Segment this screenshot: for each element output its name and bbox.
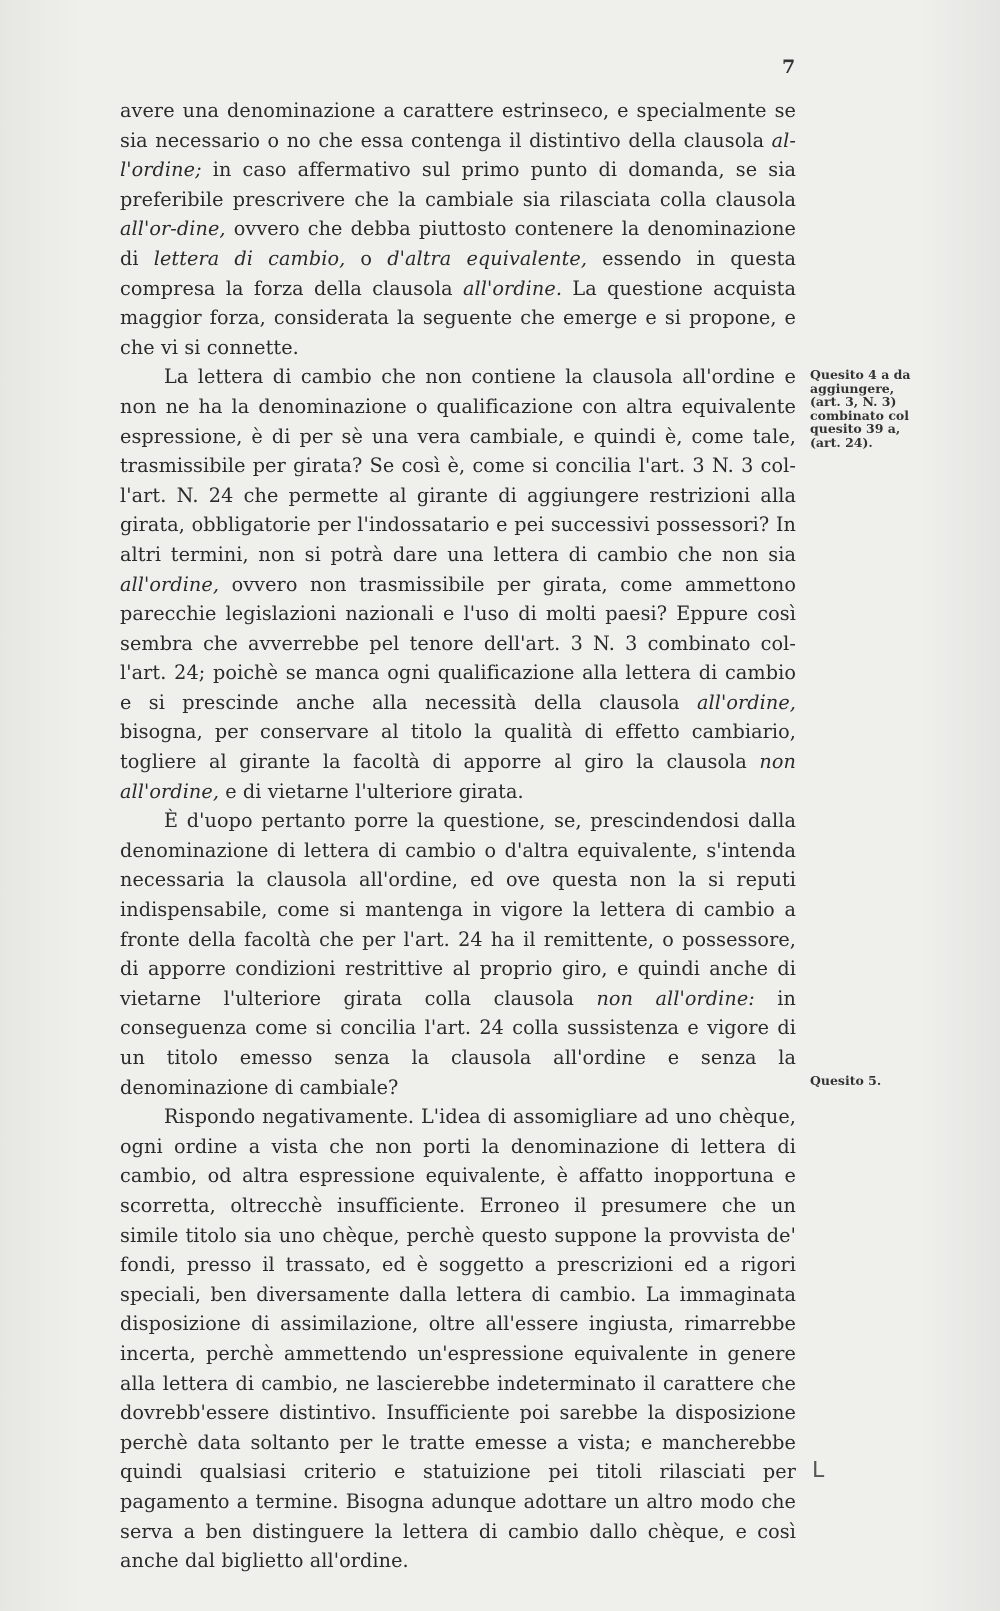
italic-run: all'ordine. (462, 276, 563, 300)
italic-run: al-l'ordine; (120, 128, 796, 182)
italic-run: all'ordine, (696, 690, 796, 714)
body-text (120, 96, 796, 1576)
italic-run: non all'ordine: (596, 986, 755, 1010)
paragraph-4 (120, 1102, 796, 1576)
text-run: ovvero che debba piuttosto contenere la denominazione di (120, 217, 796, 270)
text-run: avere una denominazione a carattere estrinseco, e specialmente se sia necessario o no che essa contenga il distintivo della clausola (120, 99, 796, 152)
paragraph-2 (120, 362, 796, 806)
text-run: ovvero non trasmissibile per girata, come ammettono parecchie legislazioni nazionali e l'uso di molti paesi? Eppure così sembra che avverrebbe pel tenore dell'art. 3 N. 3 combinato col-l'art. 24; poichè se manca ogni qualificazione alla lettera di cambio e si prescinde anche alla necessità della clausola (120, 572, 796, 714)
text-run: È d'uopo pertanto porre la questione, se, prescindendosi dalla denominazione di lettera di cambio o d'altra equivalente, s'intenda necessaria la clausola all'ordine, ed ove questa non la si reputi indispensabile, come si mantenga in vigore la lettera di cambio a fronte della facoltà che per l'art. 24 ha il remittente, o possessore, di apporre condizioni restrittive al proprio giro, e quindi anche di vietarne l'ulteriore girata colla clausola (120, 809, 796, 1010)
italic-run: all'or-dine, (120, 217, 226, 241)
italic-run: lettera di cambio, (153, 246, 346, 270)
paragraph-3 (120, 806, 796, 1102)
text-run: in caso affermativo sul primo punto di domanda, se sia preferibile prescrivere che la cambiale sia rilasciata colla clausola (120, 158, 796, 211)
text-run: o (345, 246, 388, 270)
text-run: essendo in questa compresa la forza della clausola (120, 246, 796, 300)
pencil-mark-icon: ᒪ (812, 1458, 825, 1483)
italic-run: non all'ordine, (120, 750, 796, 803)
margin-note-quesito-4a: Quesito 4 a da aggiungere, (art. 3, N. 3) combinato col quesito 39 a, (art. 24). (810, 367, 911, 450)
text-run: in conseguenza come si concilia l'art. 24 colla sussistenza e vigore di un titolo emesso senza la clausola all'ordine e senza la denominazione di cambiale? (120, 986, 796, 1099)
text-run: La lettera di cambio che non contiene la clausola all'ordine e non ne ha la denominazione o qualificazione con altra equivalente espressione, è di per sè una vera cambiale, e quindi è, come tale, trasmissibile per girata? Se così è, come si concilia l'art. 3 N. 3 col-l'art. N. 24 che permette al girante di aggiungere restrizioni alla girata, obbligatorie per l'indossatario e pei successivi possessori? In altri termini, non si potrà dare una lettera di cambio che non sia (120, 365, 796, 566)
text-run: bisogna, per conservare al titolo la qualità di effetto cambiario, togliere al girante la facoltà di apporre al giro la clausola (120, 720, 796, 774)
text-run: Rispondo negativamente. L'idea di assomigliare ad uno chèque, ogni ordine a vista che non porti la denominazione di lettera di cambio, od altra espressione equivalente, è affatto inopportuna e scorretta, oltrecchè insufficiente. Erroneo il presumere che un simile titolo sia uno chèque, perchè questo suppone la provvista de' fondi, presso il trassato, ed è soggetto a prescrizioni ed a rigori speciali, ben diversamente dalla lettera di cambio. La immaginata disposizione di assimilazione, oltre all'essere ingiusta, rimarrebbe incerta, perchè ammettendo un'espressione equivalente in genere alla lettera di cambio, ne lascierebbe indeterminato il carattere che dovrebb'essere distintivo. Insufficiente poi sarebbe la disposizione perchè data soltanto per le tratte emesse a vista; e mancherebbe quindi qualsiasi criterio e statuizione pei titoli rilasciati per pagamento a termine. Bisogna adunque adottare un altro modo che serva a ben distinguere la lettera di cambio dallo chèque, e così anche dal biglietto all'ordine. (120, 1105, 796, 1573)
margin-note-quesito-5: Quesito 5. (810, 1073, 882, 1088)
text-run: e di vietarne l'ulteriore girata. (219, 779, 524, 803)
italic-run: d'altra equivalente, (387, 246, 588, 270)
page-number: 7 (782, 56, 796, 78)
text-run: La questione acquista maggior forza, considerata la seguente che emerge e si propone, e che vi si connette. (120, 276, 797, 359)
paragraph-1 (120, 96, 796, 362)
italic-run: all'ordine, (120, 572, 220, 596)
